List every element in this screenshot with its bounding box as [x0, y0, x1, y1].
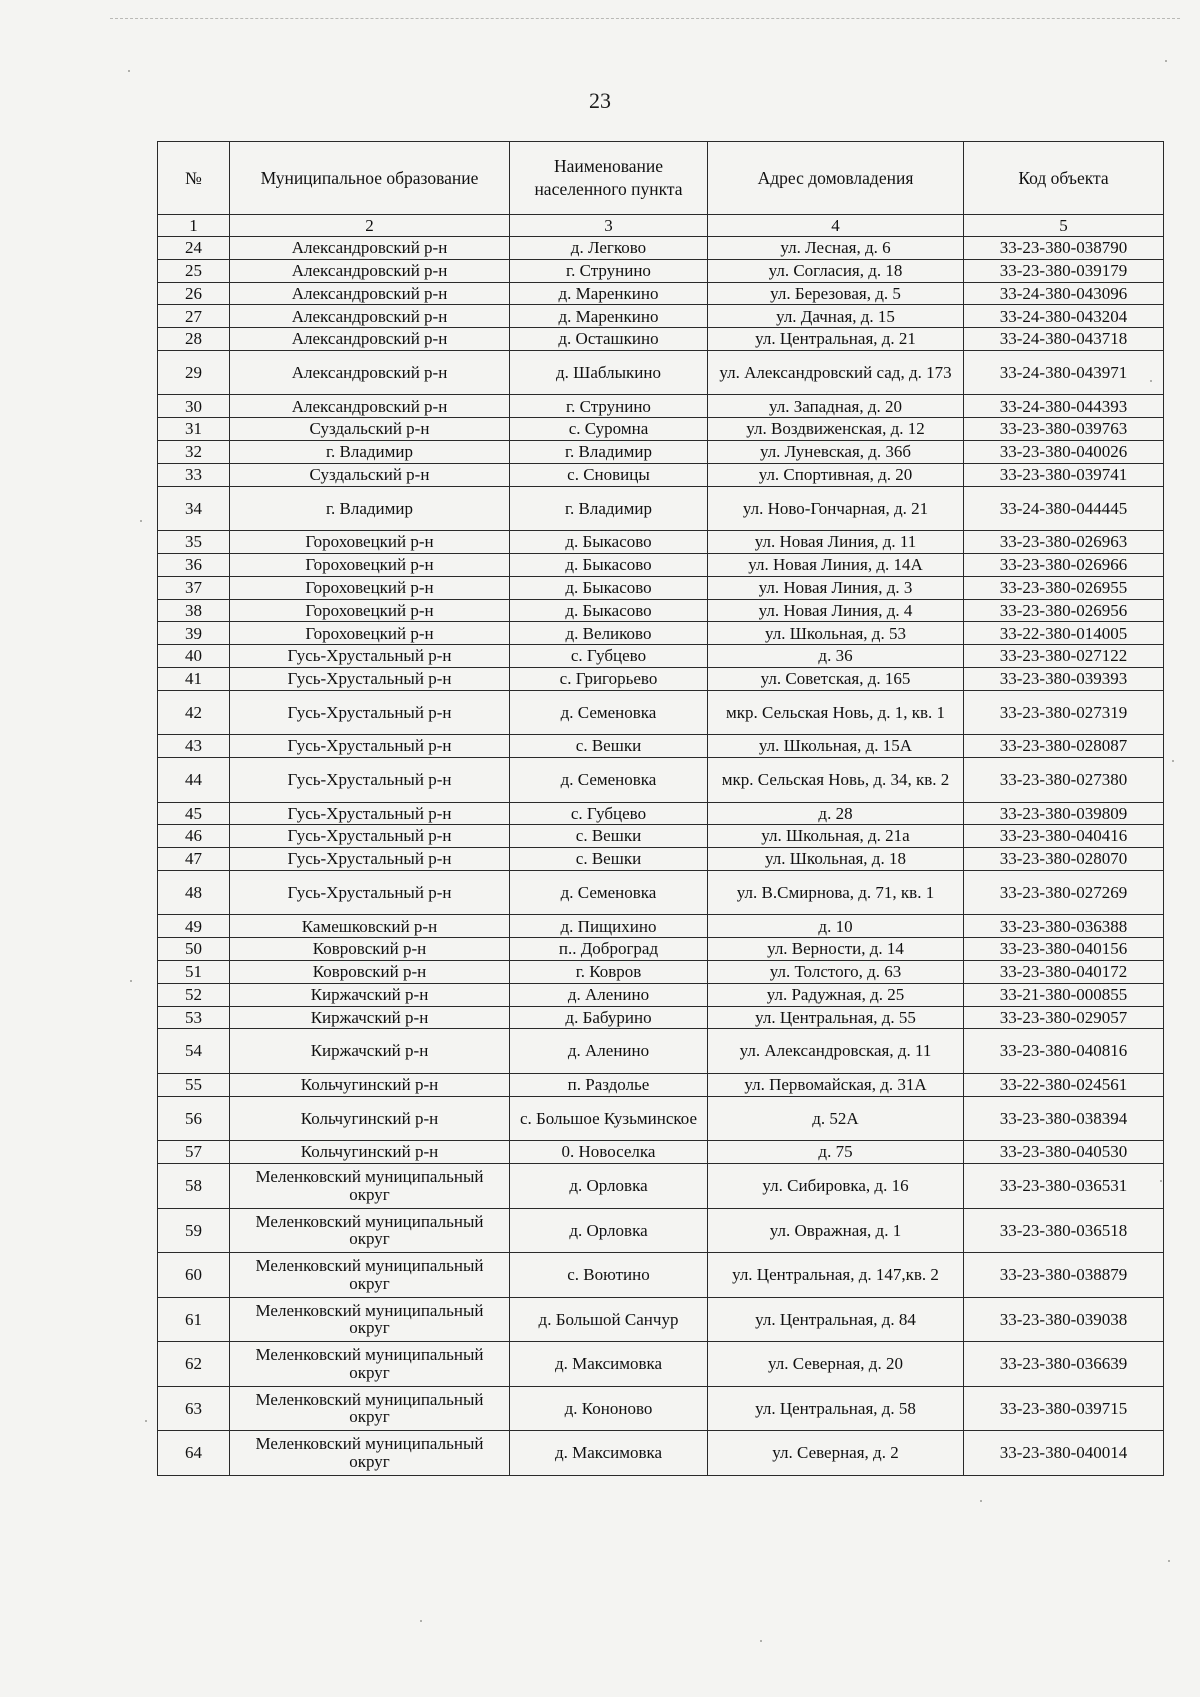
row-number: 61 — [158, 1297, 230, 1342]
row-number: 45 — [158, 802, 230, 825]
row-number: 39 — [158, 622, 230, 645]
municipality-cell: Ковровский р-н — [230, 961, 510, 984]
row-number: 54 — [158, 1029, 230, 1074]
municipality-cell: Гусь-Хрустальный р-н — [230, 645, 510, 668]
municipality-cell: Ковровский р-н — [230, 938, 510, 961]
object-code-cell: 33-23-380-036388 — [964, 915, 1164, 938]
table-row — [158, 305, 1164, 328]
municipality-cell: Камешковский р-н — [230, 915, 510, 938]
row-number: 26 — [158, 282, 230, 305]
table-row — [158, 735, 1164, 758]
table-row — [158, 282, 1164, 305]
object-code-cell: 33-23-380-039179 — [964, 259, 1164, 282]
municipality-cell: г. Владимир — [230, 441, 510, 464]
settlement-cell: д. Орловка — [510, 1164, 708, 1209]
page-number: 23 — [589, 88, 611, 113]
object-code-cell: 33-23-380-040156 — [964, 938, 1164, 961]
table-row — [158, 1431, 1164, 1476]
settlement-cell: г. Владимир — [510, 441, 708, 464]
row-number: 48 — [158, 870, 230, 915]
address-cell: ул. Центральная, д. 55 — [708, 1006, 964, 1029]
address-cell: ул. Толстого, д. 63 — [708, 961, 964, 984]
address-cell: д. 36 — [708, 645, 964, 668]
scan-speck — [760, 1640, 762, 1642]
row-number: 64 — [158, 1431, 230, 1476]
address-cell: ул. Новая Линия, д. 11 — [708, 531, 964, 554]
row-number: 63 — [158, 1386, 230, 1431]
address-cell: мкр. Сельская Новь, д. 1, кв. 1 — [708, 690, 964, 735]
table-row — [158, 983, 1164, 1006]
address-cell: ул. Центральная, д. 21 — [708, 328, 964, 351]
row-number: 24 — [158, 237, 230, 260]
address-cell: ул. Согласия, д. 18 — [708, 259, 964, 282]
table-row — [158, 441, 1164, 464]
scan-speck — [140, 520, 142, 522]
municipality-cell: Киржачский р-н — [230, 983, 510, 1006]
address-cell: д. 52А — [708, 1096, 964, 1141]
municipality-cell: Александровский р-н — [230, 259, 510, 282]
settlement-cell: г. Струнино — [510, 259, 708, 282]
table-row — [158, 328, 1164, 351]
column-number: 3 — [510, 215, 708, 237]
settlement-cell: с. Суромна — [510, 418, 708, 441]
table-row — [158, 870, 1164, 915]
scan-speck — [1172, 760, 1174, 762]
table-row — [158, 915, 1164, 938]
table-row — [158, 645, 1164, 668]
municipality-cell: Александровский р-н — [230, 282, 510, 305]
header-municipality: Муниципальное образование — [230, 142, 510, 215]
object-code-cell: 33-24-380-043204 — [964, 305, 1164, 328]
municipality-cell: Кольчугинский р-н — [230, 1141, 510, 1164]
row-number: 57 — [158, 1141, 230, 1164]
scan-speck — [145, 1420, 147, 1422]
object-code-cell: 33-23-380-027380 — [964, 758, 1164, 803]
header-object-code: Код объекта — [964, 142, 1164, 215]
settlement-cell: д. Большой Санчур — [510, 1297, 708, 1342]
object-code-cell: 33-23-380-040026 — [964, 441, 1164, 464]
header-address: Адрес домовладения — [708, 142, 964, 215]
object-code-cell: 33-23-380-038394 — [964, 1096, 1164, 1141]
settlement-cell: д. Великово — [510, 622, 708, 645]
row-number: 31 — [158, 418, 230, 441]
object-code-cell: 33-23-380-029057 — [964, 1006, 1164, 1029]
address-cell: ул. Лесная, д. 6 — [708, 237, 964, 260]
address-cell: ул. Первомайская, д. 31А — [708, 1073, 964, 1096]
settlement-cell: с. Губцево — [510, 802, 708, 825]
address-cell: ул. Центральная, д. 84 — [708, 1297, 964, 1342]
settlement-cell: с. Большое Кузьминское — [510, 1096, 708, 1141]
municipality-cell: Киржачский р-н — [230, 1029, 510, 1074]
municipality-cell: Меленковский муниципальный округ — [230, 1342, 510, 1387]
header-number: № — [158, 142, 230, 215]
object-code-cell: 33-23-380-040416 — [964, 825, 1164, 848]
row-number: 53 — [158, 1006, 230, 1029]
address-cell: мкр. Сельская Новь, д. 34, кв. 2 — [708, 758, 964, 803]
municipality-cell: Александровский р-н — [230, 350, 510, 395]
address-cell: ул. Новая Линия, д. 3 — [708, 576, 964, 599]
object-code-cell: 33-23-380-027319 — [964, 690, 1164, 735]
address-cell: ул. Воздвиженская, д. 12 — [708, 418, 964, 441]
settlement-cell: п. Раздолье — [510, 1073, 708, 1096]
table-row — [158, 1141, 1164, 1164]
table-row — [158, 825, 1164, 848]
scan-speck — [980, 1500, 982, 1502]
object-code-cell: 33-23-380-036518 — [964, 1208, 1164, 1253]
object-code-cell: 33-23-380-040530 — [964, 1141, 1164, 1164]
object-code-cell: 33-23-380-039763 — [964, 418, 1164, 441]
column-number: 2 — [230, 215, 510, 237]
settlement-cell: с. Вешки — [510, 735, 708, 758]
object-code-cell: 33-23-380-036531 — [964, 1164, 1164, 1209]
settlement-cell: г. Струнино — [510, 395, 708, 418]
settlement-cell: д. Маренкино — [510, 282, 708, 305]
table-row — [158, 938, 1164, 961]
table-row — [158, 1164, 1164, 1209]
address-cell: ул. Радужная, д. 25 — [708, 983, 964, 1006]
table-row — [158, 576, 1164, 599]
address-cell: ул. В.Смирнова, д. 71, кв. 1 — [708, 870, 964, 915]
object-code-cell: 33-24-380-043096 — [964, 282, 1164, 305]
municipality-cell: Гусь-Хрустальный р-н — [230, 735, 510, 758]
settlement-cell: д. Быкасово — [510, 553, 708, 576]
address-cell: д. 10 — [708, 915, 964, 938]
settlement-cell: д. Орловка — [510, 1208, 708, 1253]
address-cell: ул. Александровский сад, д. 173 — [708, 350, 964, 395]
scan-speck — [130, 980, 132, 982]
table-row — [158, 599, 1164, 622]
address-cell: ул. Овражная, д. 1 — [708, 1208, 964, 1253]
table-header — [158, 142, 1164, 237]
row-number: 51 — [158, 961, 230, 984]
address-cell: ул. Центральная, д. 147,кв. 2 — [708, 1253, 964, 1298]
table-row — [158, 531, 1164, 554]
table-row — [158, 395, 1164, 418]
row-number: 28 — [158, 328, 230, 351]
row-number: 56 — [158, 1096, 230, 1141]
municipality-cell: г. Владимир — [230, 486, 510, 531]
column-number: 4 — [708, 215, 964, 237]
object-code-cell: 33-23-380-039038 — [964, 1297, 1164, 1342]
object-code-cell: 33-23-380-026966 — [964, 553, 1164, 576]
settlement-cell: д. Максимовка — [510, 1431, 708, 1476]
address-cell: ул. Западная, д. 20 — [708, 395, 964, 418]
table-row — [158, 553, 1164, 576]
row-number: 62 — [158, 1342, 230, 1387]
object-code-cell: 33-22-380-014005 — [964, 622, 1164, 645]
settlement-cell: д. Осташкино — [510, 328, 708, 351]
row-number: 37 — [158, 576, 230, 599]
row-number: 33 — [158, 463, 230, 486]
table-row — [158, 259, 1164, 282]
scan-edge-line — [110, 18, 1180, 19]
table-row — [158, 1208, 1164, 1253]
households-table — [157, 141, 1164, 1476]
object-code-cell: 33-23-380-040172 — [964, 961, 1164, 984]
settlement-cell: д. Шаблыкино — [510, 350, 708, 395]
address-cell: ул. Березовая, д. 5 — [708, 282, 964, 305]
municipality-cell: Кольчугинский р-н — [230, 1096, 510, 1141]
object-code-cell: 33-24-380-044445 — [964, 486, 1164, 531]
settlement-cell: д. Семеновка — [510, 758, 708, 803]
table-row — [158, 1342, 1164, 1387]
table-row — [158, 802, 1164, 825]
header-settlement: Наименование населенного пункта — [510, 142, 708, 215]
row-number: 35 — [158, 531, 230, 554]
row-number: 34 — [158, 486, 230, 531]
object-code-cell: 33-23-380-028087 — [964, 735, 1164, 758]
municipality-cell: Гусь-Хрустальный р-н — [230, 825, 510, 848]
scan-speck — [1150, 380, 1152, 382]
row-number: 47 — [158, 848, 230, 871]
object-code-cell: 33-23-380-038790 — [964, 237, 1164, 260]
object-code-cell: 33-23-380-026963 — [964, 531, 1164, 554]
settlement-cell: д. Кононово — [510, 1386, 708, 1431]
row-number: 42 — [158, 690, 230, 735]
settlement-cell: д. Быкасово — [510, 531, 708, 554]
settlement-cell: д. Семеновка — [510, 870, 708, 915]
table-row — [158, 848, 1164, 871]
address-cell: ул. Сибировка, д. 16 — [708, 1164, 964, 1209]
address-cell: ул. Луневская, д. 36б — [708, 441, 964, 464]
column-number-row — [158, 215, 1164, 237]
municipality-cell: Александровский р-н — [230, 328, 510, 351]
municipality-cell: Киржачский р-н — [230, 1006, 510, 1029]
settlement-cell: д. Быкасово — [510, 599, 708, 622]
municipality-cell: Гусь-Хрустальный р-н — [230, 758, 510, 803]
settlement-cell: 0. Новоселка — [510, 1141, 708, 1164]
municipality-cell: Суздальский р-н — [230, 418, 510, 441]
settlement-cell: д. Бабурино — [510, 1006, 708, 1029]
table-row — [158, 237, 1164, 260]
object-code-cell: 33-23-380-039393 — [964, 667, 1164, 690]
settlement-cell: с. Губцево — [510, 645, 708, 668]
settlement-cell: д. Семеновка — [510, 690, 708, 735]
column-number: 5 — [964, 215, 1164, 237]
municipality-cell: Гороховецкий р-н — [230, 531, 510, 554]
address-cell: ул. Северная, д. 2 — [708, 1431, 964, 1476]
object-code-cell: 33-23-380-038879 — [964, 1253, 1164, 1298]
object-code-cell: 33-23-380-039741 — [964, 463, 1164, 486]
scan-speck — [1168, 1560, 1170, 1562]
address-cell: ул. Дачная, д. 15 — [708, 305, 964, 328]
municipality-cell: Гороховецкий р-н — [230, 576, 510, 599]
table-row — [158, 961, 1164, 984]
table-row — [158, 1096, 1164, 1141]
municipality-cell: Александровский р-н — [230, 237, 510, 260]
settlement-cell: с. Вешки — [510, 848, 708, 871]
address-cell: ул. Ново-Гончарная, д. 21 — [708, 486, 964, 531]
table-row — [158, 758, 1164, 803]
address-cell: ул. Александровская, д. 11 — [708, 1029, 964, 1074]
table-row — [158, 1253, 1164, 1298]
settlement-cell: с. Воютино — [510, 1253, 708, 1298]
table-row — [158, 622, 1164, 645]
municipality-cell: Меленковский муниципальный округ — [230, 1253, 510, 1298]
address-cell: д. 28 — [708, 802, 964, 825]
row-number: 32 — [158, 441, 230, 464]
row-number: 40 — [158, 645, 230, 668]
object-code-cell: 33-23-380-039715 — [964, 1386, 1164, 1431]
row-number: 36 — [158, 553, 230, 576]
settlement-cell: д. Быкасово — [510, 576, 708, 599]
row-number: 52 — [158, 983, 230, 1006]
table-body — [158, 237, 1164, 1476]
address-cell: ул. Школьная, д. 15А — [708, 735, 964, 758]
row-number: 43 — [158, 735, 230, 758]
table-row — [158, 1297, 1164, 1342]
address-cell: ул. Новая Линия, д. 4 — [708, 599, 964, 622]
settlement-cell: д. Максимовка — [510, 1342, 708, 1387]
scan-speck — [1165, 60, 1167, 62]
row-number: 25 — [158, 259, 230, 282]
address-cell: ул. Центральная, д. 58 — [708, 1386, 964, 1431]
address-cell: ул. Спортивная, д. 20 — [708, 463, 964, 486]
address-cell: ул. Школьная, д. 53 — [708, 622, 964, 645]
object-code-cell: 33-24-380-043971 — [964, 350, 1164, 395]
table-row — [158, 418, 1164, 441]
municipality-cell: Гусь-Хрустальный р-н — [230, 870, 510, 915]
scan-speck — [1160, 1180, 1162, 1182]
municipality-cell: Гусь-Хрустальный р-н — [230, 690, 510, 735]
object-code-cell: 33-23-380-026955 — [964, 576, 1164, 599]
municipality-cell: Кольчугинский р-н — [230, 1073, 510, 1096]
scan-speck — [128, 70, 130, 72]
address-cell: ул. Школьная, д. 18 — [708, 848, 964, 871]
object-code-cell: 33-22-380-024561 — [964, 1073, 1164, 1096]
row-number: 55 — [158, 1073, 230, 1096]
table-row — [158, 463, 1164, 486]
municipality-cell: Александровский р-н — [230, 395, 510, 418]
settlement-cell: г. Владимир — [510, 486, 708, 531]
municipality-cell: Гороховецкий р-н — [230, 622, 510, 645]
settlement-cell: д. Аленино — [510, 983, 708, 1006]
settlement-cell: с. Сновицы — [510, 463, 708, 486]
row-number: 27 — [158, 305, 230, 328]
address-cell: ул. Школьная, д. 21а — [708, 825, 964, 848]
settlement-cell: д. Пищихино — [510, 915, 708, 938]
address-cell: д. 75 — [708, 1141, 964, 1164]
row-number: 30 — [158, 395, 230, 418]
municipality-cell: Меленковский муниципальный округ — [230, 1297, 510, 1342]
settlement-cell: г. Ковров — [510, 961, 708, 984]
settlement-cell: д. Маренкино — [510, 305, 708, 328]
row-number: 44 — [158, 758, 230, 803]
table-row — [158, 486, 1164, 531]
address-cell: ул. Северная, д. 20 — [708, 1342, 964, 1387]
settlement-cell: д. Аленино — [510, 1029, 708, 1074]
object-code-cell: 33-23-380-040014 — [964, 1431, 1164, 1476]
row-number: 49 — [158, 915, 230, 938]
row-number: 58 — [158, 1164, 230, 1209]
row-number: 41 — [158, 667, 230, 690]
municipality-cell: Меленковский муниципальный округ — [230, 1431, 510, 1476]
address-cell: ул. Верности, д. 14 — [708, 938, 964, 961]
object-code-cell: 33-23-380-026956 — [964, 599, 1164, 622]
table-row — [158, 1386, 1164, 1431]
settlement-cell: с. Вешки — [510, 825, 708, 848]
address-cell: ул. Советская, д. 165 — [708, 667, 964, 690]
municipality-cell: Александровский р-н — [230, 305, 510, 328]
table-row — [158, 1073, 1164, 1096]
row-number: 29 — [158, 350, 230, 395]
municipality-cell: Гусь-Хрустальный р-н — [230, 667, 510, 690]
table-row — [158, 690, 1164, 735]
object-code-cell: 33-23-380-028070 — [964, 848, 1164, 871]
municipality-cell: Меленковский муниципальный округ — [230, 1386, 510, 1431]
municipality-cell: Гороховецкий р-н — [230, 599, 510, 622]
municipality-cell: Меленковский муниципальный округ — [230, 1208, 510, 1253]
municipality-cell: Гусь-Хрустальный р-н — [230, 848, 510, 871]
settlement-cell: с. Григорьево — [510, 667, 708, 690]
settlement-cell: д. Легково — [510, 237, 708, 260]
row-number: 50 — [158, 938, 230, 961]
object-code-cell: 33-23-380-039809 — [964, 802, 1164, 825]
object-code-cell: 33-23-380-027269 — [964, 870, 1164, 915]
object-code-cell: 33-23-380-036639 — [964, 1342, 1164, 1387]
scan-speck — [420, 1620, 422, 1622]
municipality-cell: Суздальский р-н — [230, 463, 510, 486]
settlement-cell: п.. Доброград — [510, 938, 708, 961]
row-number: 60 — [158, 1253, 230, 1298]
row-number: 38 — [158, 599, 230, 622]
object-code-cell: 33-23-380-040816 — [964, 1029, 1164, 1074]
table-row — [158, 1029, 1164, 1074]
municipality-cell: Меленковский муниципальный округ — [230, 1164, 510, 1209]
municipality-cell: Гусь-Хрустальный р-н — [230, 802, 510, 825]
municipality-cell: Гороховецкий р-н — [230, 553, 510, 576]
row-number: 46 — [158, 825, 230, 848]
table-row — [158, 350, 1164, 395]
object-code-cell: 33-23-380-027122 — [964, 645, 1164, 668]
column-number: 1 — [158, 215, 230, 237]
object-code-cell: 33-24-380-043718 — [964, 328, 1164, 351]
table-row — [158, 1006, 1164, 1029]
object-code-cell: 33-21-380-000855 — [964, 983, 1164, 1006]
table-row — [158, 667, 1164, 690]
row-number: 59 — [158, 1208, 230, 1253]
address-cell: ул. Новая Линия, д. 14А — [708, 553, 964, 576]
object-code-cell: 33-24-380-044393 — [964, 395, 1164, 418]
